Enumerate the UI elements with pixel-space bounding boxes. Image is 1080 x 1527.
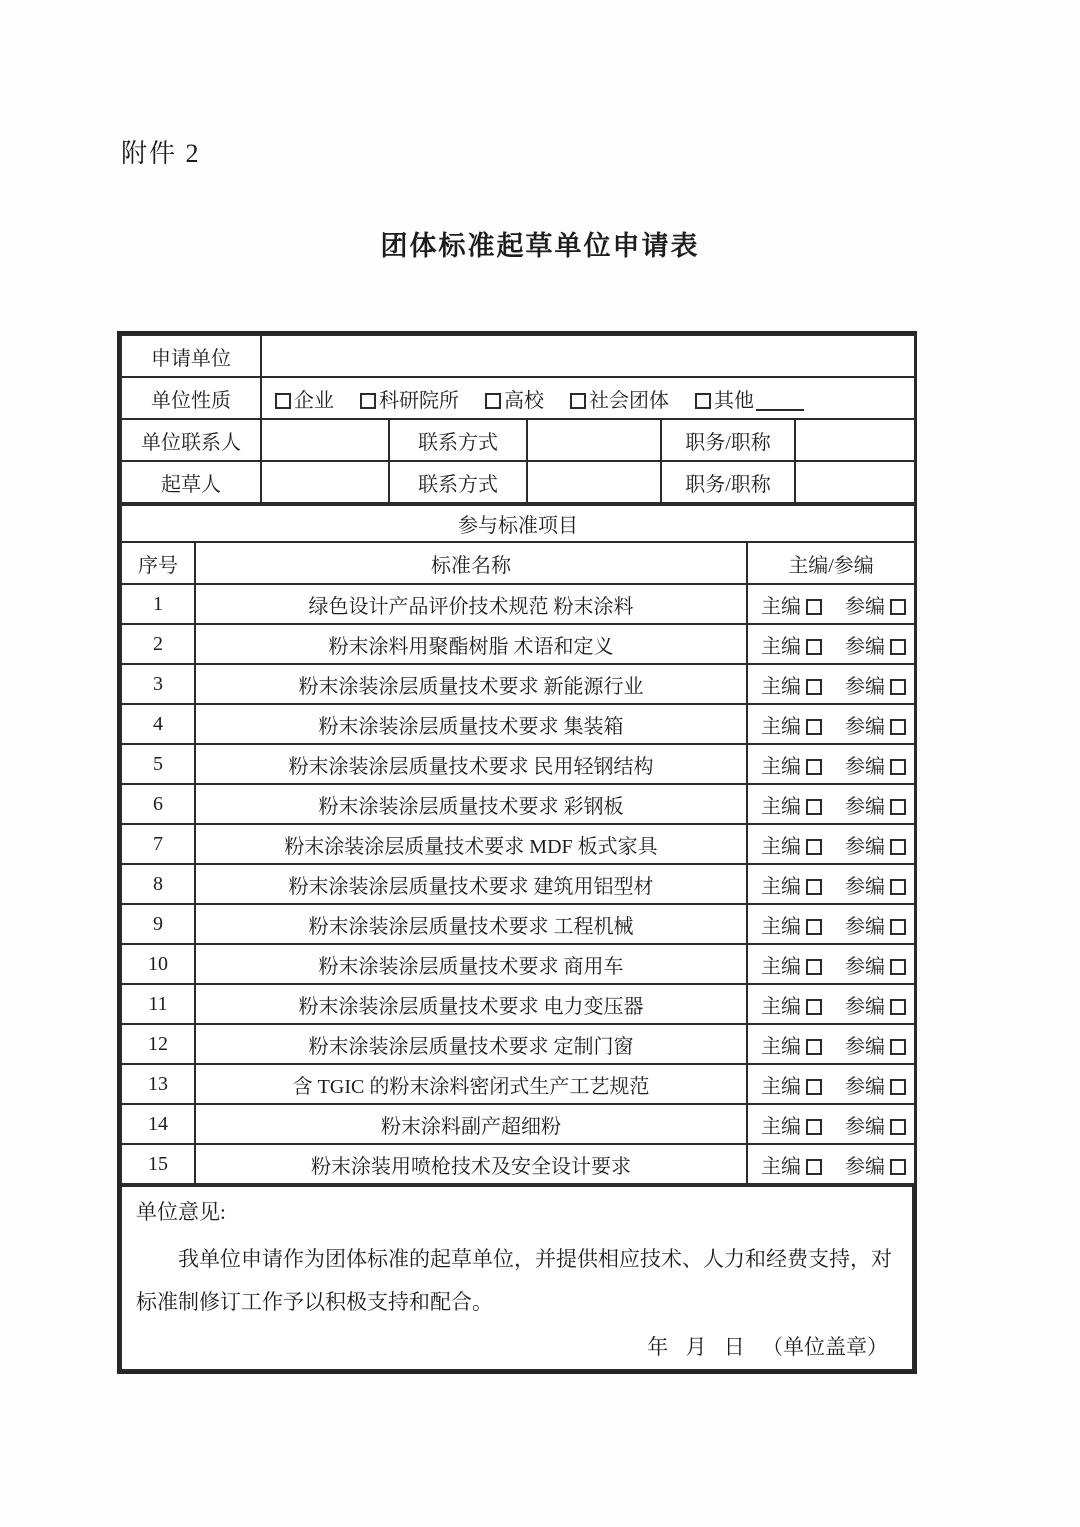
standard-role-cell: [747, 984, 915, 1024]
standards-column-header-row: [121, 542, 915, 584]
chief-editor-label: 主编: [761, 955, 801, 978]
option-other[interactable]: [695, 384, 804, 413]
column-header-role: 主编/参编: [747, 542, 915, 584]
standard-role-cell: [747, 1064, 915, 1104]
participant-option[interactable]: [845, 710, 906, 739]
other-checkbox[interactable]: [695, 393, 711, 409]
standard-no: 2: [121, 624, 195, 664]
standard-row: [121, 1064, 915, 1104]
participant-checkbox[interactable]: [890, 599, 906, 615]
standard-no: 8: [121, 864, 195, 904]
chief-editor-checkbox[interactable]: [806, 719, 822, 735]
application-form-table: [117, 331, 917, 1374]
chief-editor-option[interactable]: [761, 830, 822, 859]
standard-name: 粉末涂装涂层质量技术要求 民用轻钢结构: [195, 744, 747, 784]
option-social-organization-label: 社会团体: [589, 389, 669, 412]
participant-label: 参编: [845, 915, 885, 938]
participant-option[interactable]: [845, 990, 906, 1019]
chief-editor-checkbox[interactable]: [806, 1039, 822, 1055]
chief-editor-option[interactable]: [761, 790, 822, 819]
standard-name: 粉末涂装涂层质量技术要求 商用车: [195, 944, 747, 984]
drafter-position-field[interactable]: [795, 461, 915, 503]
participant-checkbox[interactable]: [890, 1119, 906, 1135]
standard-role-cell: [747, 744, 915, 784]
chief-editor-label: 主编: [761, 795, 801, 818]
standard-role-cell: [747, 1104, 915, 1144]
unit-contact-row: [121, 419, 915, 461]
standard-row: [121, 864, 915, 904]
standard-role-cell: [747, 1024, 915, 1064]
unit-nature-row: [121, 377, 915, 419]
standard-name: 粉末涂装涂层质量技术要求 建筑用铝型材: [195, 864, 747, 904]
standard-name: 粉末涂装涂层质量技术要求 集装箱: [195, 704, 747, 744]
option-enterprise-label: 企业: [294, 389, 334, 412]
drafter-name-field[interactable]: [261, 461, 389, 503]
unit-contact-position-label: 职务/职称: [661, 419, 795, 461]
standard-row: [121, 1104, 915, 1144]
chief-editor-option[interactable]: [761, 910, 822, 939]
option-research-institute[interactable]: [360, 384, 459, 413]
standard-no: 5: [121, 744, 195, 784]
standard-row: [121, 824, 915, 864]
chief-editor-label: 主编: [761, 675, 801, 698]
chief-editor-checkbox[interactable]: [806, 839, 822, 855]
chief-editor-checkbox[interactable]: [806, 679, 822, 695]
standard-no: 15: [121, 1144, 195, 1184]
standard-no: 14: [121, 1104, 195, 1144]
chief-editor-checkbox[interactable]: [806, 599, 822, 615]
standard-role-cell: [747, 1144, 915, 1184]
unit-contact-method-label: 联系方式: [389, 419, 527, 461]
unit-contact-position-field[interactable]: [795, 419, 915, 461]
participant-checkbox[interactable]: [890, 879, 906, 895]
chief-editor-checkbox[interactable]: [806, 1159, 822, 1175]
attachment-label: 附件 2: [121, 139, 201, 168]
standard-name: 粉末涂装涂层质量技术要求 定制门窗: [195, 1024, 747, 1064]
standard-name: 粉末涂装涂层质量技术要求 工程机械: [195, 904, 747, 944]
standard-name: 绿色设计产品评价技术规范 粉末涂料: [195, 584, 747, 624]
participant-option[interactable]: [845, 1150, 906, 1179]
standard-no: 13: [121, 1064, 195, 1104]
chief-editor-checkbox[interactable]: [806, 919, 822, 935]
standard-name: 粉末涂料副产超细粉: [195, 1104, 747, 1144]
chief-editor-option[interactable]: [761, 950, 822, 979]
chief-editor-option[interactable]: [761, 590, 822, 619]
participant-checkbox[interactable]: [890, 719, 906, 735]
chief-editor-checkbox[interactable]: [806, 799, 822, 815]
participant-checkbox[interactable]: [890, 759, 906, 775]
drafter-position-label: 职务/职称: [661, 461, 795, 503]
standard-role-cell: [747, 584, 915, 624]
standard-no: 4: [121, 704, 195, 744]
standard-row: [121, 904, 915, 944]
page-title: 团体标准起草单位申请表: [380, 231, 700, 261]
column-header-no: 序号: [121, 542, 195, 584]
option-other-label: 其他: [714, 389, 754, 412]
standard-no: 12: [121, 1024, 195, 1064]
participant-option[interactable]: [845, 790, 906, 819]
participant-checkbox[interactable]: [890, 799, 906, 815]
participant-label: 参编: [845, 835, 885, 858]
option-university[interactable]: [485, 384, 544, 413]
projects-section-header-row: [121, 505, 915, 542]
unit-contact-name-field[interactable]: [261, 419, 389, 461]
drafter-contact-method-label: 联系方式: [389, 461, 527, 503]
university-checkbox[interactable]: [485, 393, 501, 409]
participant-checkbox[interactable]: [890, 999, 906, 1015]
participant-label: 参编: [845, 635, 885, 658]
standard-name: 粉末涂装涂层质量技术要求 新能源行业: [195, 664, 747, 704]
standard-role-cell: [747, 864, 915, 904]
participant-option[interactable]: [845, 870, 906, 899]
participant-checkbox[interactable]: [890, 1039, 906, 1055]
standard-role-cell: [747, 944, 915, 984]
chief-editor-option[interactable]: [761, 1110, 822, 1139]
unit-opinion-row: [121, 1186, 913, 1370]
standard-name: 粉末涂装用喷枪技术及安全设计要求: [195, 1144, 747, 1184]
chief-editor-label: 主编: [761, 1035, 801, 1058]
participant-label: 参编: [845, 1155, 885, 1178]
drafter-contact-method-field[interactable]: [527, 461, 661, 503]
standard-role-cell: [747, 824, 915, 864]
participant-checkbox[interactable]: [890, 839, 906, 855]
participant-option[interactable]: [845, 590, 906, 619]
participant-checkbox[interactable]: [890, 679, 906, 695]
chief-editor-label: 主编: [761, 715, 801, 738]
standard-no: 11: [121, 984, 195, 1024]
participant-checkbox[interactable]: [890, 1079, 906, 1095]
opinion-table: [120, 1185, 914, 1371]
participant-label: 参编: [845, 995, 885, 1018]
standard-role-cell: [747, 664, 915, 704]
chief-editor-label: 主编: [761, 835, 801, 858]
chief-editor-option[interactable]: [761, 1030, 822, 1059]
chief-editor-checkbox[interactable]: [806, 879, 822, 895]
option-research-institute-label: 科研院所: [379, 389, 459, 412]
standard-row: [121, 704, 915, 744]
unit-opinion-label: 单位意见:: [136, 1200, 226, 1224]
option-enterprise[interactable]: [275, 384, 334, 413]
participant-option[interactable]: [845, 910, 906, 939]
participant-option[interactable]: [845, 1110, 906, 1139]
social-organization-checkbox[interactable]: [570, 393, 586, 409]
research-institute-checkbox[interactable]: [360, 393, 376, 409]
standard-name: 粉末涂装涂层质量技术要求 彩钢板: [195, 784, 747, 824]
date-and-seal-line: 年 月 日 （单位盖章）: [647, 1335, 888, 1359]
chief-editor-label: 主编: [761, 1075, 801, 1098]
chief-editor-option[interactable]: [761, 1150, 822, 1179]
standard-no: 10: [121, 944, 195, 984]
participant-option[interactable]: [845, 950, 906, 979]
standard-row: [121, 1024, 915, 1064]
projects-section-title: 参与标准项目: [121, 505, 915, 542]
participant-label: 参编: [845, 675, 885, 698]
standards-table: [120, 504, 916, 1185]
chief-editor-checkbox[interactable]: [806, 1119, 822, 1135]
unit-nature-label: 单位性质: [121, 377, 261, 419]
standard-row: [121, 584, 915, 624]
standard-row: [121, 744, 915, 784]
standard-row: [121, 664, 915, 704]
unit-info-table: [120, 334, 916, 504]
chief-editor-label: 主编: [761, 595, 801, 618]
chief-editor-checkbox[interactable]: [806, 959, 822, 975]
standard-name: 粉末涂装涂层质量技术要求 电力变压器: [195, 984, 747, 1024]
participant-option[interactable]: [845, 630, 906, 659]
participant-label: 参编: [845, 1075, 885, 1098]
drafter-label: 起草人: [121, 461, 261, 503]
applicant-unit-field[interactable]: [261, 335, 915, 377]
participant-label: 参编: [845, 795, 885, 818]
participant-option[interactable]: [845, 830, 906, 859]
unit-opinion-section[interactable]: [121, 1186, 913, 1370]
chief-editor-option[interactable]: [761, 990, 822, 1019]
standard-role-cell: [747, 784, 915, 824]
participant-label: 参编: [845, 595, 885, 618]
standard-no: 1: [121, 584, 195, 624]
standard-name: 粉末涂料用聚酯树脂 术语和定义: [195, 624, 747, 664]
standard-row: [121, 1144, 915, 1184]
unit-contact-label: 单位联系人: [121, 419, 261, 461]
participant-label: 参编: [845, 955, 885, 978]
participant-checkbox[interactable]: [890, 919, 906, 935]
standard-row: [121, 624, 915, 664]
chief-editor-option[interactable]: [761, 750, 822, 779]
participant-option[interactable]: [845, 750, 906, 779]
chief-editor-checkbox[interactable]: [806, 1079, 822, 1095]
participant-option[interactable]: [845, 1030, 906, 1059]
chief-editor-option[interactable]: [761, 630, 822, 659]
participant-option[interactable]: [845, 670, 906, 699]
chief-editor-label: 主编: [761, 1155, 801, 1178]
drafter-row: [121, 461, 915, 503]
standard-no: 3: [121, 664, 195, 704]
participant-checkbox[interactable]: [890, 959, 906, 975]
chief-editor-option[interactable]: [761, 870, 822, 899]
chief-editor-checkbox[interactable]: [806, 639, 822, 655]
participant-label: 参编: [845, 755, 885, 778]
participant-label: 参编: [845, 875, 885, 898]
chief-editor-checkbox[interactable]: [806, 999, 822, 1015]
standard-role-cell: [747, 904, 915, 944]
participant-option[interactable]: [845, 1070, 906, 1099]
chief-editor-label: 主编: [761, 1115, 801, 1138]
enterprise-checkbox[interactable]: [275, 393, 291, 409]
standard-no: 6: [121, 784, 195, 824]
chief-editor-label: 主编: [761, 915, 801, 938]
unit-contact-method-field[interactable]: [527, 419, 661, 461]
chief-editor-checkbox[interactable]: [806, 759, 822, 775]
column-header-standard-name: 标准名称: [195, 542, 747, 584]
participant-label: 参编: [845, 1035, 885, 1058]
chief-editor-option[interactable]: [761, 710, 822, 739]
standard-role-cell: [747, 624, 915, 664]
participant-label: 参编: [845, 1115, 885, 1138]
standard-role-cell: [747, 704, 915, 744]
standard-no: 7: [121, 824, 195, 864]
chief-editor-label: 主编: [761, 995, 801, 1018]
applicant-unit-label: 申请单位: [121, 335, 261, 377]
standard-name: 含 TGIC 的粉末涂料密闭式生产工艺规范: [195, 1064, 747, 1104]
standard-row: [121, 784, 915, 824]
chief-editor-label: 主编: [761, 755, 801, 778]
option-social-organization[interactable]: [570, 384, 669, 413]
chief-editor-label: 主编: [761, 875, 801, 898]
standard-name: 粉末涂装涂层质量技术要求 MDF 板式家具: [195, 824, 747, 864]
chief-editor-option[interactable]: [761, 1070, 822, 1099]
unit-opinion-body: 我单位申请作为团体标准的起草单位，并提供相应技术、人力和经费支持，对标准制修订工作予以积极支持和配合。: [136, 1247, 892, 1314]
standard-row: [121, 944, 915, 984]
other-blank-line[interactable]: [756, 409, 804, 411]
chief-editor-label: 主编: [761, 635, 801, 658]
participant-checkbox[interactable]: [890, 1159, 906, 1175]
standard-no: 9: [121, 904, 195, 944]
unit-nature-options: [261, 377, 915, 419]
chief-editor-option[interactable]: [761, 670, 822, 699]
applicant-unit-row: [121, 335, 915, 377]
standard-row: [121, 984, 915, 1024]
option-university-label: 高校: [504, 389, 544, 412]
participant-checkbox[interactable]: [890, 639, 906, 655]
participant-label: 参编: [845, 715, 885, 738]
